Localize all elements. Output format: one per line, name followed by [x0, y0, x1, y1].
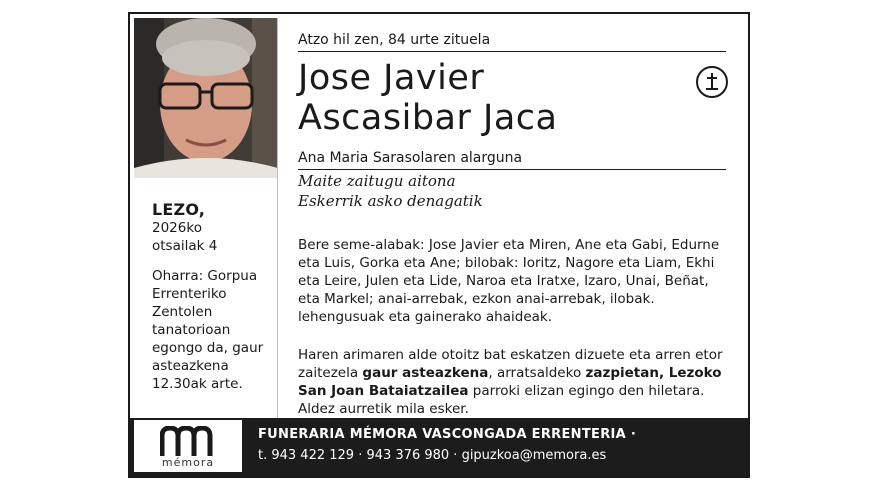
cross-icon	[696, 66, 728, 98]
service-text: Haren arimaren alde otoitz bat eskatzen dizuete eta arren etor zaitezela	[298, 347, 723, 381]
service-text: , arratsaldeko	[488, 365, 586, 381]
funeral-home-contact: t. 943 422 129 · 943 376 980 · gipuzkoa@memora.es	[258, 448, 607, 463]
deceased-name-first: Jose Javier	[298, 58, 485, 98]
note-line: egongo da, gaur	[152, 340, 264, 356]
spouse-relation: Ana Maria Sarasolaren alarguna	[298, 150, 726, 170]
wake-note	[152, 267, 282, 393]
family-paragraph: Bere seme-alabak: Jose Javier eta Miren, Ane eta Gabi, Edurne eta Luis, Gorka eta Ane; bilobak: Ioritz, Nagore eta Liam, Ekhi eta Leire, Julen eta Lide, Naroa eta Iratxe, Izaro, Unai, Beñat, eta Markel; anai-arrebak, ezkon anai-arrebak, ilobak. lehengusuak eta gainerako ahaideak.	[298, 237, 720, 325]
service-text: parroki elizan egingo den hiletara. Aldez aurretik mila esker.	[298, 383, 705, 417]
logo-wordmark: mémora	[161, 456, 215, 469]
memora-logo-icon	[160, 426, 218, 460]
note-line: Oharra: Gorpua	[152, 268, 258, 284]
memora-logo	[134, 420, 242, 472]
deceased-name-last: Ascasibar Jaca	[298, 98, 558, 138]
dedication-line: Eskerrik asko denagatik	[298, 192, 483, 210]
service-day: gaur asteazkena	[362, 365, 489, 381]
main-column	[298, 32, 726, 418]
service-time-place: zazpietan, Lezoko San Joan Bataiatzailea	[298, 365, 722, 399]
funeral-home-name: FUNERARIA MÉMORA VASCONGADA ERRENTERIA ·	[258, 427, 637, 442]
note-line: 12.30ak arte.	[152, 376, 243, 392]
note-line: Zentolen	[152, 304, 213, 320]
note-line: Errenteriko	[152, 286, 227, 302]
portrait-photo	[134, 18, 278, 178]
obituary-card	[128, 12, 750, 478]
note-line: tanatorioan	[152, 322, 231, 338]
note-line: asteazkena	[152, 358, 229, 374]
date-day: otsailak 4	[152, 238, 218, 254]
funeral-home-footer	[130, 418, 748, 476]
place-name: LEZO,	[152, 200, 206, 219]
dedication-line: Maite zaitugu aitona	[298, 172, 456, 190]
date-year: 2026ko	[152, 220, 202, 236]
service-paragraph	[298, 346, 726, 418]
death-announcement: Atzo hil zen, 84 urte zituela	[298, 32, 726, 52]
left-column	[152, 200, 282, 393]
